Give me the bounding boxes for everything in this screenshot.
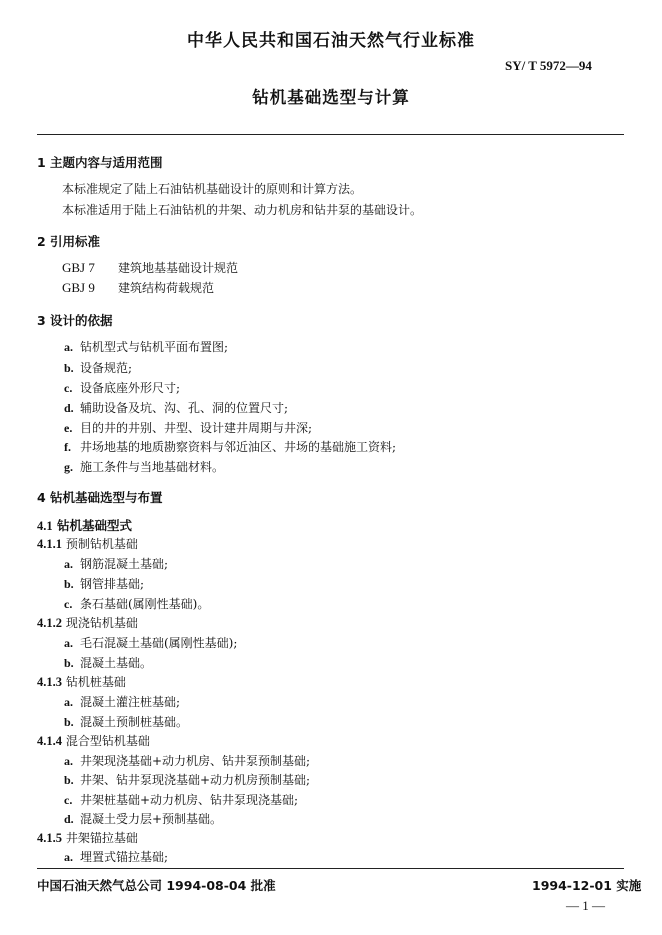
list-text: 井场地基的地质勘察资料与邻近油区、井场的基础施工资料; — [80, 440, 397, 454]
list-text: 井架现浇基础+动力机房、钻井泵预制基础; — [80, 754, 311, 768]
list-item — [64, 359, 132, 376]
clause-4-1-1-heading — [37, 535, 138, 552]
footer-divider — [37, 868, 624, 869]
list-text: 井架、钻井泵现浇基础+动力机房预制基础; — [80, 773, 311, 787]
standard-code: SY/ T 5972—94 — [505, 58, 592, 73]
list-text: 混凝土受力层+预制基础。 — [80, 812, 223, 826]
clause-title: 钻机桩基础 — [65, 675, 126, 689]
reference-code: GBJ 9 — [62, 280, 95, 295]
clause-4-1-3-heading — [37, 673, 126, 690]
page-title: 钻机基础选型与计算 — [252, 88, 410, 107]
list-item — [64, 752, 310, 769]
list-text: 设备规范; — [80, 361, 133, 375]
section-2-heading: 2 引用标准 — [37, 234, 101, 249]
reference-code: GBJ 7 — [62, 260, 95, 275]
list-text: 设备底座外形尺寸; — [80, 381, 181, 395]
list-item — [64, 810, 222, 827]
list-text: 埋置式锚拉基础; — [80, 850, 169, 864]
list-item — [64, 771, 310, 788]
list-text: 混凝土基础。 — [80, 656, 153, 670]
reference-item — [62, 279, 214, 296]
clause-number: 4.1.1 — [37, 537, 62, 551]
list-item — [64, 338, 228, 355]
clause-number: 4.1.5 — [37, 831, 62, 845]
list-marker: a. — [64, 557, 73, 571]
clause-number: 4.1.3 — [37, 675, 62, 689]
list-item — [64, 791, 298, 808]
list-marker: f. — [64, 440, 71, 454]
clause-4-1-5-heading — [37, 829, 138, 846]
list-marker: a. — [64, 754, 73, 768]
effective-date: 1994-12-01 实施 — [532, 878, 642, 893]
list-text: 施工条件与当地基础材料。 — [80, 460, 225, 474]
list-item — [64, 438, 396, 455]
list-text: 井架桩基础+动力机房、钻井泵现浇基础; — [80, 793, 299, 807]
standard-category: 中华人民共和国石油天然气行业标准 — [187, 31, 475, 51]
list-marker: c. — [64, 381, 73, 395]
list-item — [64, 634, 237, 651]
reference-item — [62, 259, 238, 276]
list-text: 目的井的井别、井型、设计建井周期与井深; — [80, 421, 313, 435]
list-item — [64, 595, 209, 612]
list-text: 钢筋混凝土基础; — [80, 557, 169, 571]
list-item — [64, 693, 180, 710]
clause-number: 4.1 — [37, 519, 53, 533]
reference-name: 建筑结构荷载规范 — [118, 281, 215, 295]
list-marker: b. — [64, 773, 74, 787]
list-marker: d. — [64, 401, 74, 415]
clause-number: 4.1.4 — [37, 734, 62, 748]
list-text: 混凝土灌注桩基础; — [80, 695, 181, 709]
list-item — [64, 848, 168, 865]
section-1-paragraph-1: 本标准规定了陆上石油钻机基础设计的原则和计算方法。 — [62, 182, 363, 196]
list-marker: a. — [64, 695, 73, 709]
list-item — [64, 399, 288, 416]
section-1-paragraph-2: 本标准适用于陆上石油钻机的井架、动力机房和钻井泵的基础设计。 — [62, 203, 423, 217]
list-marker: a. — [64, 636, 73, 650]
list-marker: a. — [64, 340, 73, 354]
list-marker: c. — [64, 597, 73, 611]
list-item — [64, 419, 312, 436]
approval-note: 中国石油天然气总公司 1994-08-04 批准 — [37, 878, 276, 893]
list-text: 条石基础(属刚性基础)。 — [80, 597, 210, 611]
list-item — [64, 713, 188, 730]
list-marker: e. — [64, 421, 73, 435]
list-text: 钢管排基础; — [80, 577, 145, 591]
list-item — [64, 458, 224, 475]
list-text: 辅助设备及坑、沟、孔、洞的位置尺寸; — [80, 401, 289, 415]
reference-name: 建筑地基基础设计规范 — [118, 261, 239, 275]
clause-title: 钻机基础型式 — [56, 518, 132, 533]
list-text: 钻机型式与钻机平面布置图; — [80, 340, 229, 354]
list-item — [64, 379, 180, 396]
list-marker: c. — [64, 793, 73, 807]
header-divider — [37, 134, 624, 135]
clause-4-1-4-heading — [37, 732, 150, 749]
list-item — [64, 555, 168, 572]
subsection-4-1-heading — [37, 516, 132, 534]
list-marker: b. — [64, 361, 74, 375]
list-item — [64, 575, 144, 592]
section-3-heading: 3 设计的依据 — [37, 313, 113, 328]
list-text: 混凝土预制桩基础。 — [80, 715, 189, 729]
list-marker: g. — [64, 460, 73, 474]
section-1-heading: 1 主题内容与适用范围 — [37, 155, 163, 170]
clause-title: 预制钻机基础 — [65, 537, 138, 551]
list-marker: d. — [64, 812, 74, 826]
list-item — [64, 654, 152, 671]
clause-number: 4.1.2 — [37, 616, 62, 630]
clause-title: 现浇钻机基础 — [65, 616, 138, 630]
section-4-heading: 4 钻机基础选型与布置 — [37, 490, 163, 505]
list-text: 毛石混凝土基础(属刚性基础); — [80, 636, 238, 650]
clause-4-1-2-heading — [37, 614, 138, 631]
list-marker: b. — [64, 656, 74, 670]
clause-title: 井架锚拉基础 — [65, 831, 138, 845]
clause-title: 混合型钻机基础 — [65, 734, 150, 748]
list-marker: b. — [64, 715, 74, 729]
list-marker: a. — [64, 850, 73, 864]
page-number: — 1 — — [566, 898, 605, 913]
list-marker: b. — [64, 577, 74, 591]
